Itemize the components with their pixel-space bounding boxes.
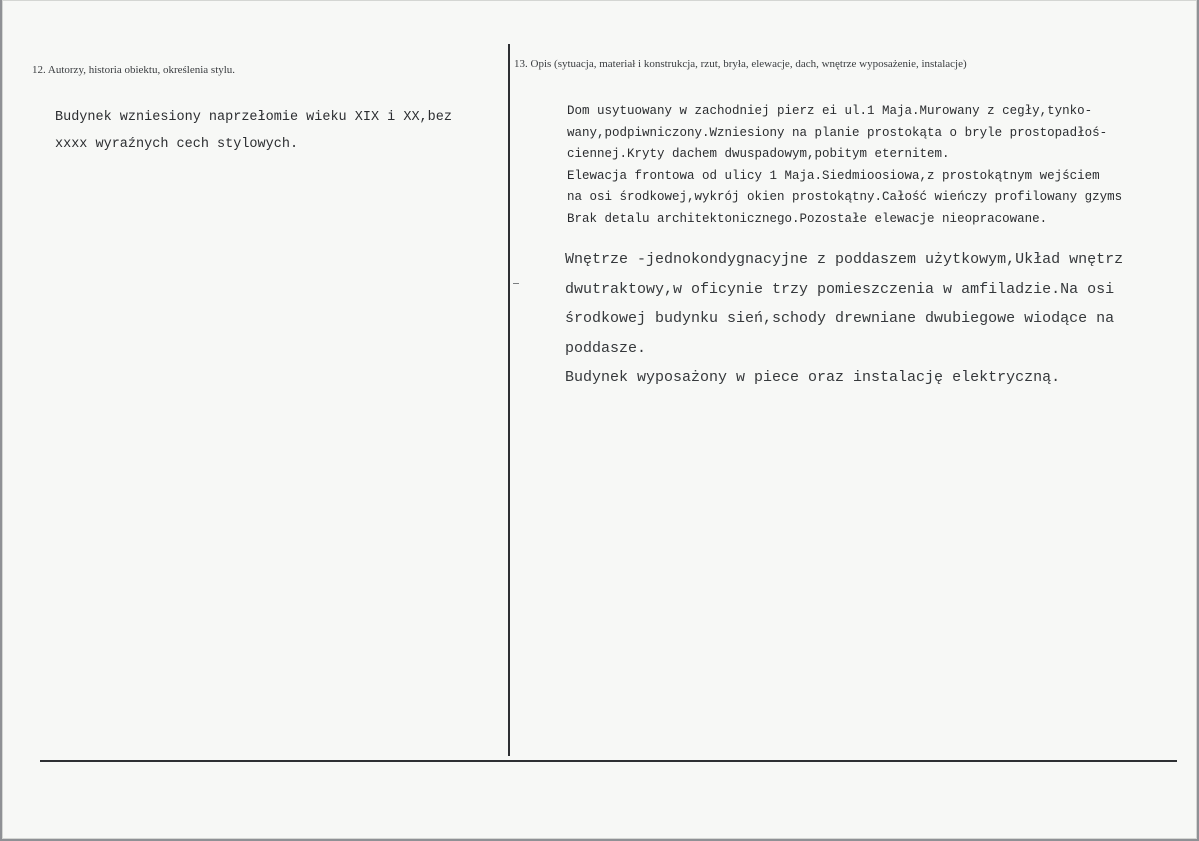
section-13-line: wany,podpiwniczony.Wzniesiony na planie prostokąta o bryle prostopadłoś-	[567, 125, 1108, 140]
section-13-paragraph-1	[567, 101, 1122, 230]
section-12-text	[55, 104, 452, 158]
section-13-line: Budynek wyposażony w piece oraz instalację elektryczną.	[565, 369, 1061, 387]
section-12-header: 12. Autorzy, historia obiektu, określenia stylu.	[32, 64, 236, 76]
margin-tick-mark	[513, 283, 519, 284]
section-13-paragraph-2	[565, 245, 1123, 393]
section-12-line: Budynek wzniesiony naprzełomie wieku XIX i XX,bez	[55, 110, 452, 125]
archival-form-sheet	[2, 0, 1197, 839]
column-divider	[508, 44, 510, 756]
section-13-line: na osi środkowej,wykrój okien prostokątny.Całość wieńczy profilowany gzyms	[567, 190, 1123, 204]
section-13-line: dwutraktowy,w oficynie trzy pomieszczenia w amfiladzie.Na osi	[565, 280, 1115, 298]
bottom-rule	[40, 760, 1177, 762]
section-13-line: ciennej.Kryty dachem dwuspadowym,pobitym eternitem.	[567, 147, 950, 161]
section-13-line: Elewacja frontowa od ulicy 1 Maja.Siedmioosiowa,z prostokątnym wejściem	[567, 168, 1100, 183]
section-13-header: 13. Opis (sytuacja, materiał i konstrukcja, rzut, bryła, elewacje, dach, wnętrze wyposażenie, instalacje)	[514, 58, 967, 70]
section-13-line: środkowej budynku sień,schody drewniane dwubiegowe wiodące na	[565, 310, 1115, 328]
section-13-line: Dom usytuowany w zachodniej pierz ei ul.1 Maja.Murowany z cegły,tynko-	[567, 104, 1093, 118]
section-13-line: Brak detalu architektonicznego.Pozostałe elewacje nieopracowane.	[567, 211, 1048, 226]
section-12-line: xxxx wyraźnych cech stylowych.	[55, 137, 299, 152]
section-13-line: Wnętrze -jednokondygnacyjne z poddaszem użytkowym,Układ wnętrz	[565, 251, 1124, 268]
section-13-line: poddasze.	[565, 339, 647, 357]
